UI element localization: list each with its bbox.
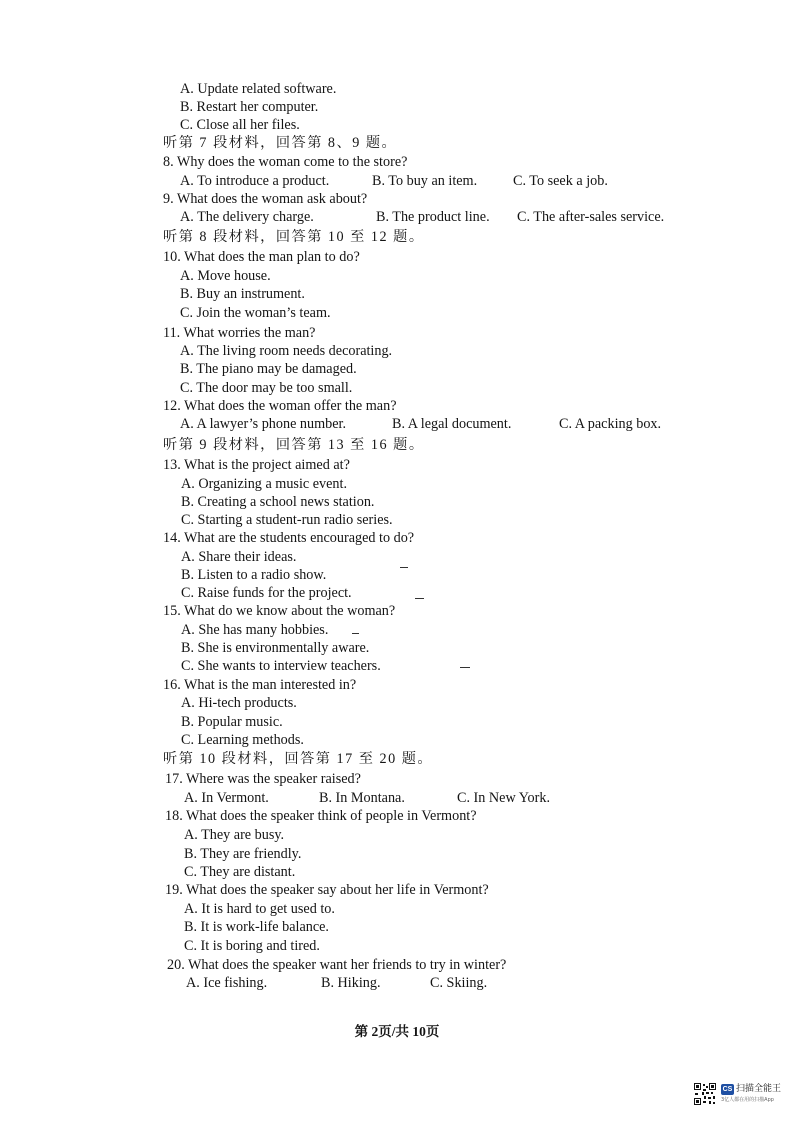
q9-question: 9. What does the woman ask about?: [163, 191, 368, 207]
q7-option-b: B. Restart her computer.: [180, 99, 319, 115]
q8-option-a: A. To introduce a product.: [180, 173, 330, 189]
q12-options-row: [0, 415, 794, 433]
qr-code-icon: [693, 1082, 717, 1106]
q14-option-a: A. Share their ideas.: [181, 549, 297, 565]
q11-option-b: B. The piano may be damaged.: [180, 361, 357, 377]
q18-option-c: C. They are distant.: [184, 864, 296, 880]
page-number: 第 2页/共 10页: [354, 1024, 440, 1039]
scanner-logo-icon: CS: [722, 1086, 733, 1093]
q13-question: 13. What is the project aimed at?: [163, 457, 350, 473]
q17-option-c: C. In New York.: [457, 790, 551, 806]
q15-option-c: C. She wants to interview teachers.: [181, 658, 381, 674]
q18-option-a: A. They are busy.: [184, 827, 285, 843]
q15-option-a: A. She has many hobbies.: [181, 622, 329, 638]
q16-option-c: C. Learning methods.: [181, 732, 304, 748]
scanner-tagline: 3亿人都在用的扫描App: [721, 1097, 774, 1103]
q14-option-b: B. Listen to a radio show.: [181, 567, 327, 583]
q16-option-a: A. Hi-tech products.: [181, 695, 297, 711]
section-10-instruction: 听第 10 段材料，回答第 17 至 20 题。: [163, 751, 434, 767]
q19-option-b: B. It is work-life balance.: [184, 919, 329, 935]
q8-option-b: B. To buy an item.: [372, 173, 478, 189]
q14-question: 14. What are the students encouraged to do?: [163, 530, 415, 546]
q8-question: 8. Why does the woman come to the store?: [163, 154, 408, 170]
q19-question: 19. What does the speaker say about her life in Vermont?: [165, 882, 489, 898]
q9-option-c: C. The after-sales service.: [517, 209, 665, 225]
scanner-brand: [721, 1084, 782, 1106]
q11-question: 11. What worries the man?: [163, 325, 316, 341]
section-8-instruction: 听第 8 段材料，回答第 10 至 12 题。: [163, 229, 425, 245]
q17-option-a: A. In Vermont.: [184, 790, 269, 806]
q16-option-b: B. Popular music.: [181, 714, 283, 730]
q12-option-a: A. A lawyer’s phone number.: [180, 416, 347, 432]
q18-question: 18. What does the speaker think of people in Vermont?: [165, 808, 477, 824]
q19-option-c: C. It is boring and tired.: [184, 938, 320, 954]
q13-option-b: B. Creating a school news station.: [181, 494, 375, 510]
q14-option-c: C. Raise funds for the project.: [181, 585, 352, 601]
scan-speck: [415, 598, 424, 599]
scan-speck: [460, 667, 470, 668]
q9-option-b: B. The product line.: [376, 209, 490, 225]
q9-options-row: [0, 208, 794, 226]
q13-option-a: A. Organizing a music event.: [181, 476, 348, 492]
q8-option-c: C. To seek a job.: [513, 173, 608, 189]
q12-option-b: B. A legal document.: [392, 416, 512, 432]
q18-option-b: B. They are friendly.: [184, 846, 302, 862]
q10-option-a: A. Move house.: [180, 268, 271, 284]
q12-option-c: C. A packing box.: [559, 416, 662, 432]
q13-option-c: C. Starting a student-run radio series.: [181, 512, 393, 528]
q17-question: 17. Where was the speaker raised?: [165, 771, 361, 787]
scan-speck: [400, 567, 408, 568]
section-9-instruction: 听第 9 段材料，回答第 13 至 16 题。: [163, 437, 425, 453]
q17-option-b: B. In Montana.: [319, 790, 405, 806]
section-7-instruction: 听第 7 段材料，回答第 8、9 题。: [163, 135, 398, 151]
q7-option-a: A. Update related software.: [180, 81, 337, 97]
q17-options-row: [0, 789, 794, 807]
q7-option-c: C. Close all her files.: [180, 117, 300, 133]
q16-question: 16. What is the man interested in?: [163, 677, 357, 693]
q9-option-a: A. The delivery charge.: [180, 209, 314, 225]
q12-question: 12. What does the woman offer the man?: [163, 398, 397, 414]
q10-question: 10. What does the man plan to do?: [163, 249, 360, 265]
q15-question: 15. What do we know about the woman?: [163, 603, 396, 619]
scan-speck: [352, 633, 359, 634]
q10-option-b: B. Buy an instrument.: [180, 286, 305, 302]
q20-question: 20. What does the speaker want her friends to try in winter?: [167, 957, 507, 973]
q20-option-c: C. Skiing.: [430, 975, 488, 991]
q20-options-row: [0, 974, 794, 992]
q15-option-b: B. She is environmentally aware.: [181, 640, 370, 656]
q19-option-a: A. It is hard to get used to.: [184, 901, 335, 917]
q11-option-a: A. The living room needs decorating.: [180, 343, 393, 359]
q10-option-c: C. Join the woman’s team.: [180, 305, 331, 321]
q8-options-row: [0, 172, 794, 190]
scanner-app-name: 扫描全能王: [736, 1084, 782, 1094]
q20-option-a: A. Ice fishing.: [186, 975, 268, 991]
q11-option-c: C. The door may be too small.: [180, 380, 353, 396]
scanner-watermark: [693, 1082, 781, 1108]
q20-option-b: B. Hiking.: [321, 975, 381, 991]
